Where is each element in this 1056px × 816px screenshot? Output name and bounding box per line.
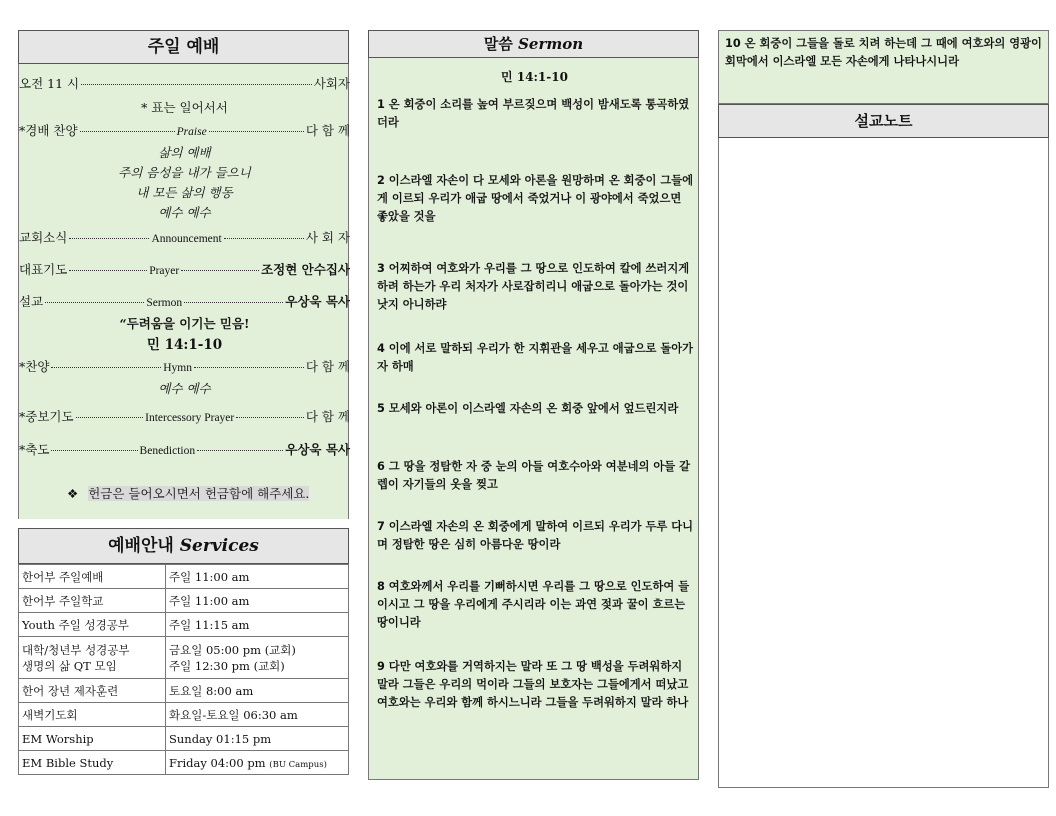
service-time: 주일 11:15 am: [166, 613, 349, 637]
service-time-line: 주일 12:30 pm (교회): [169, 658, 285, 673]
dot-leader: [51, 367, 161, 368]
verse-text: 6 그 땅을 정탐한 자 중 눈의 아들 여호수아와 여분네의 아들 갈렙이 자기들의 옷을 찢고: [377, 460, 691, 491]
sermon-title-en: Sermon: [518, 35, 584, 53]
dot-leader: [184, 302, 283, 303]
hymn-label: *찬양: [19, 359, 50, 374]
intercession-leader: 다 함 께: [305, 409, 350, 424]
table-row: [19, 703, 349, 727]
announcement-row: [19, 228, 350, 246]
intercession-en: Intercessory Prayer: [145, 412, 235, 424]
sermon-reference: 민 14:1-10: [146, 337, 223, 353]
dot-leader: [45, 302, 144, 303]
verse-text: 8 여호와께서 우리를 기뻐하시면 우리를 그 땅으로 인도하여 들이시고 그 땅을 우리에게 주시리라 이는 과연 젖과 꿀이 흐르는 땅이니라: [377, 580, 690, 629]
announcement-label: 교회소식: [19, 230, 68, 245]
benediction-en: Benediction: [139, 445, 196, 457]
worship-time-row: [19, 74, 350, 92]
service-name: 새벽기도회: [19, 703, 166, 727]
service-name-line: 생명의 삶 QT 모임: [22, 658, 117, 673]
service-name: EM Bible Study: [19, 751, 166, 775]
verse-text: 5 모세와 아론이 이스라엘 자손의 온 회중 앞에서 엎드린지라: [377, 402, 679, 415]
offering-note: [67, 484, 309, 502]
praise-leader: 다 함 께: [305, 123, 350, 138]
dot-leader: [51, 450, 137, 451]
service-time: 주일 11:00 am: [166, 565, 349, 589]
diamond-bullet-icon: ❖: [67, 486, 79, 501]
dot-leader: [209, 131, 304, 132]
service-name: Youth 주일 성경공부: [19, 613, 166, 637]
service-name: [19, 637, 166, 679]
services-title-en: Services: [179, 536, 259, 556]
service-time: [166, 637, 349, 679]
preacher-name: 우상욱 목사: [285, 294, 351, 309]
service-time: [166, 751, 349, 775]
dot-leader: [69, 270, 147, 271]
sermon-notes-title: [718, 104, 1049, 138]
dot-leader: [76, 417, 144, 418]
scripture-passage: [368, 58, 699, 780]
service-time: 화요일-토요일 06:30 am: [166, 703, 349, 727]
worship-order: [18, 64, 349, 519]
prayer-en: Prayer: [149, 265, 180, 277]
table-row: [19, 727, 349, 751]
service-time: Sunday 01:15 pm: [166, 727, 349, 751]
table-row: [19, 679, 349, 703]
table-row: [19, 613, 349, 637]
service-name: 한어부 주일예배: [19, 565, 166, 589]
praise-song: 주의 음성을 내가 들으니: [118, 165, 251, 180]
service-name: 한어부 주일학교: [19, 589, 166, 613]
sermon-notes-title-text: 설교노트: [854, 112, 913, 130]
offering-text: 헌금은 들어오시면서 헌금함에 해주세요.: [88, 486, 310, 501]
intercession-label: *중보기도: [19, 409, 74, 424]
verse-text: 2 이스라엘 자손이 다 모세와 아론을 원망하며 온 회중이 그들에게 이르되 우리가 애굽 땅에서 죽었거나 이 광야에서 죽었으면 좋았을 것을: [377, 174, 694, 223]
dot-leader: [224, 238, 304, 239]
verse-text: 7 이스라엘 자손의 온 회중에게 말하여 이르되 우리가 두루 다니며 정탐한 땅은 심히 아름다운 땅이라: [377, 520, 694, 551]
intercession-row: [19, 407, 350, 425]
service-time-text: Friday 04:00 pm: [169, 755, 266, 770]
hymn-leader: 다 함 께: [305, 359, 350, 374]
table-row: [19, 589, 349, 613]
service-time-line: 금요일 05:00 pm (교회): [169, 642, 296, 657]
verse-text: 3 어찌하여 여호와가 우리를 그 땅으로 인도하여 칼에 쓰러지게 하려 하는가 우리 처자가 사로잡히리니 애굽으로 돌아가는 것이 낫지 아니하랴: [377, 262, 690, 311]
table-row: [19, 637, 349, 679]
time-label: 오전 11 시: [19, 76, 80, 91]
sermon-notes-area[interactable]: [718, 138, 1049, 788]
scripture-reference: 민 14:1-10: [501, 70, 568, 84]
service-time: 토요일 8:00 am: [166, 679, 349, 703]
praise-song: 예수 예수: [158, 205, 211, 220]
services-table: [18, 564, 349, 775]
dot-leader: [194, 367, 304, 368]
announcement-en: Announcement: [151, 233, 222, 245]
service-name: EM Worship: [19, 727, 166, 751]
service-time: 주일 11:00 am: [166, 589, 349, 613]
services-title: [18, 528, 349, 564]
prayer-leader: 조정현 안수집사: [261, 262, 350, 277]
praise-label: *경배 찬양: [19, 123, 78, 138]
verse-text: 10 온 회중이 그들을 돌로 치려 하는데 그 때에 여호와의 영광이 회막에서 이스라엘 모든 자손에게 나타나시니라: [725, 37, 1042, 68]
sermon-title-ko: 말씀: [483, 35, 513, 53]
standing-note: * 표는 일어서서: [141, 100, 228, 115]
hymn-en: Hymn: [163, 362, 192, 374]
dot-leader: [181, 270, 259, 271]
prayer-label: 대표기도: [19, 262, 68, 277]
sermon-en: Sermon: [146, 297, 183, 309]
praise-row: [19, 121, 350, 139]
praise-song: 내 모든 삶의 행동: [136, 185, 233, 200]
hymn-song: 예수 예수: [158, 381, 211, 396]
sermon-row: [19, 292, 350, 310]
verse-text: 9 다만 여호와를 거역하지는 말라 또 그 땅 백성을 두려워하지 말라 그들은 우리의 먹이라 그들의 보호자는 그들에게서 떠났고 여호와는 우리와 함께 하시느니라 그들을 두려워하지 말라 하나: [377, 660, 689, 709]
dot-leader: [81, 84, 312, 85]
dot-leader: [80, 131, 175, 132]
dot-leader: [197, 450, 283, 451]
verse-text: 1 온 회중이 소리를 높여 부르짖으며 백성이 밤새도록 통곡하였더라: [377, 98, 690, 129]
worship-title-text: 주일 예배: [147, 37, 220, 57]
services-title-ko: 예배안내: [108, 536, 174, 556]
table-row: [19, 751, 349, 775]
praise-en: Praise: [176, 126, 207, 138]
service-location-note: (BU Campus): [269, 759, 327, 770]
hymn-row: [19, 357, 350, 375]
dot-leader: [236, 417, 304, 418]
sermon-panel-title: [368, 30, 699, 58]
verse-ten: [718, 30, 1049, 104]
benediction-leader: 우상욱 목사: [285, 442, 350, 457]
table-row: [19, 565, 349, 589]
verse-text: 4 이에 서로 말하되 우리가 한 지휘관을 세우고 애굽으로 돌아가자 하매: [377, 342, 694, 373]
sermon-title: “두려움을 이기는 믿음!: [119, 316, 250, 331]
sermon-label: 설교: [19, 294, 44, 309]
worship-title: [18, 30, 349, 64]
prayer-row: [19, 260, 350, 278]
benediction-label: *축도: [19, 442, 50, 457]
service-name-line: 대학/청년부 성경공부: [22, 642, 130, 657]
service-name: 한어 장년 제자훈련: [19, 679, 166, 703]
benediction-row: [19, 440, 350, 458]
presider-label: 사회자: [313, 76, 350, 91]
praise-song: 삶의 예배: [158, 145, 211, 160]
announcement-leader: 사 회 자: [305, 230, 351, 245]
dot-leader: [69, 238, 149, 239]
